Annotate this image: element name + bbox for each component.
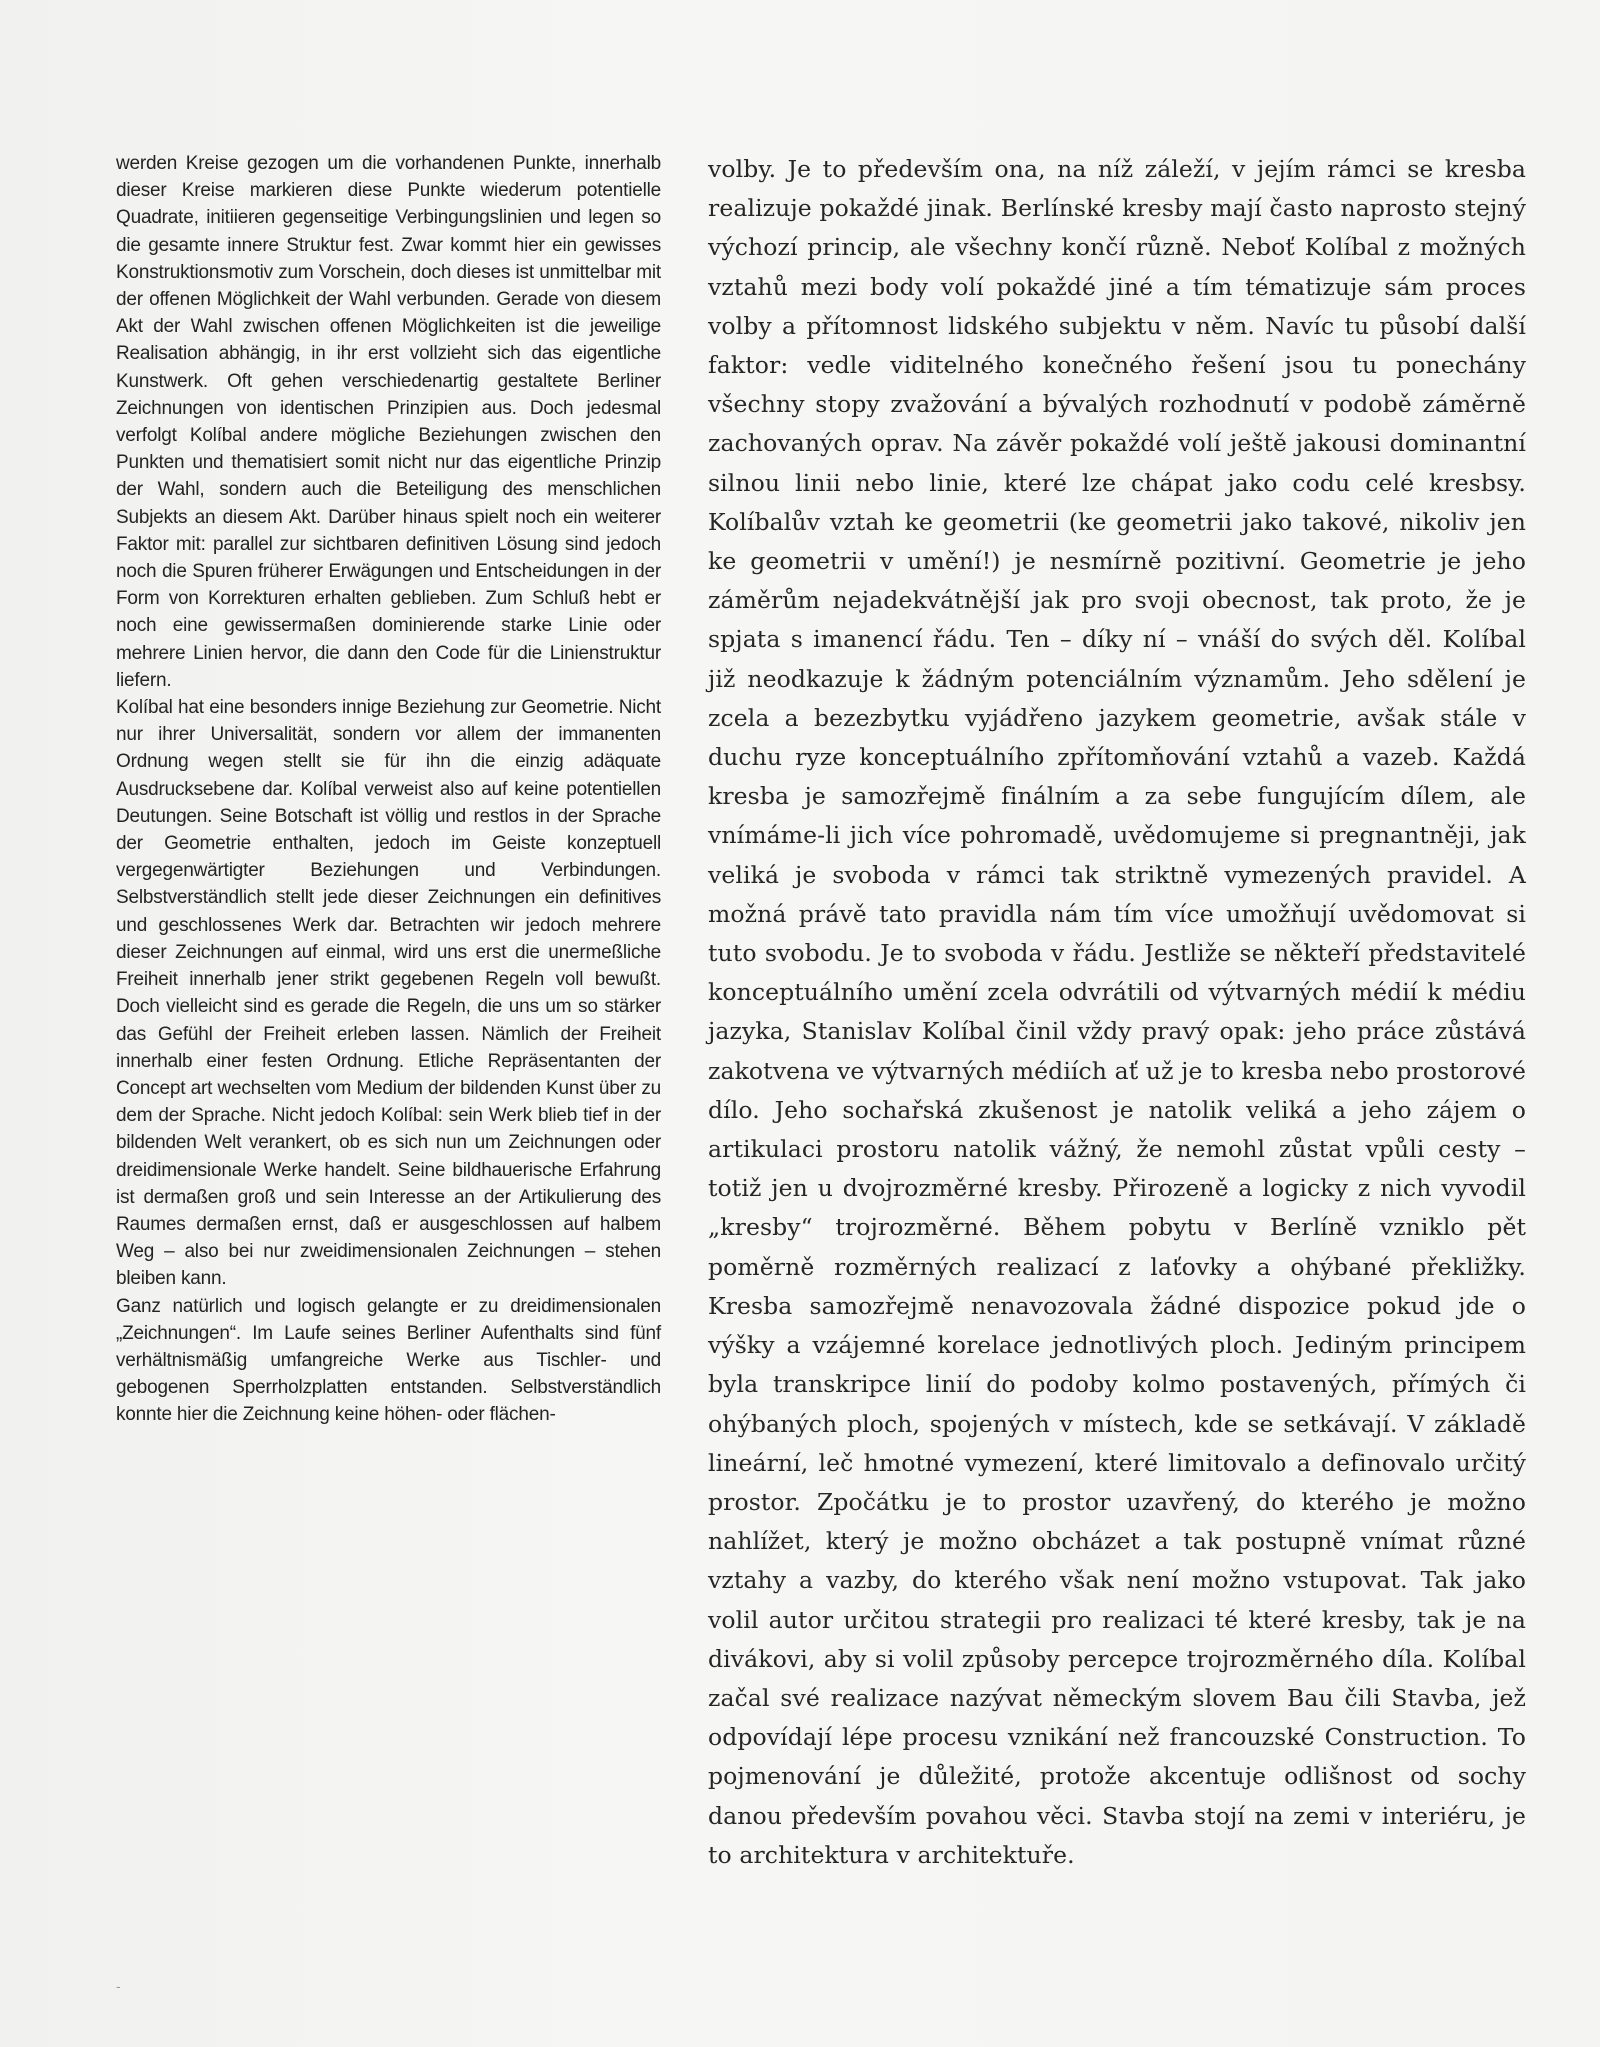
german-paragraph-3: Ganz natürlich und logisch gelangte er zu dreidimensionalen „Zeichnungen“. Im Laufe seines Berliner Aufenthalts sind fünf verhältnismäßig umfangreiche Werke aus Tischler- und gebogenen Sperrholzplatten entstanden. Selbstverständlich konnte hier die Zeichnung keine höhen- oder flächen-: [116, 1295, 661, 1426]
german-text-column: [116, 150, 661, 1429]
czech-paragraph-1: volby. Je to především ona, na níž záleží, v jejím rámci se kresba realizuje pokaždé jinak. Berlínské kresby mají často naprosto stejný výchozí princip, ale všechny končí různě. Neboť Kolíbal z možných vztahů mezi body volí pokaždé jiné a tím tématizuje sám proces volby a přítomnost lidského subjektu v něm. Navíc tu působí další faktor: vedle viditelného konečného řešení jsou tu ponechány všechny stopy zvažování a bývalých rozhodnutí v podobě záměrně zachovaných oprav. Na závěr pokaždé volí ještě jakousi dominantní silnou linii nebo linie, které lze chápat jako codu celé kresbsy. Kolíbalův vztah ke geometrii (ke geometrii jako takové, nikoliv jen ke geometrii v umění!) je nesmírně pozitivní. Geometrie je jeho záměrům nejadekvátnější jak pro svoji obecnost, tak proto, že je spjata s imanencí řádu. Ten – díky ní – vnáší do svých děl. Kolíbal již neodkazuje k žádným potenciálním významům. Jeho sdělení je zcela a bezezbytku vyjádřeno jazykem geometrie, avšak stále v duchu ryze konceptuálního zpřítomňování vztahů a vazeb. Každá kresba je samozřejmě finálním a za sebe fungujícím dílem, ale vnímáme-li jich více pohromadě, uvědomujeme si pregnantněji, jak veliká je svoboda v rámci tak striktně vymezených pravidel. A možná právě tato pravidla nám tím více umožňují uvědomovat si tuto svobodu. Je to svoboda v řádu. Jestliže se někteří představitelé konceptuálního umění zcela odvrátili od výtvarných médií k médiu jazyka, Stanislav Kolíbal činil vždy pravý opak: jeho práce zůstává zakotvena ve výtvarných médiích ať už je to kresba nebo prostorové dílo. Jeho sochařská zkušenost je natolik veliká a jeho zájem o artikulaci prostoru natolik vážný, že nemohl zůstat vpůli cesty – totiž jen u dvojrozměrné kresby. Přirozeně a logicky z nich vyvodil „kresby“ trojrozměrné. Během pobytu v Berlíně vzniklo pět poměrně rozměrných realizací z laťovky a ohýbané překližky. Kresba samozřejmě nenavozovala žádné dispozice pokud jde o výšky a vzájemné korelace jednotlivých ploch. Jediným principem byla transkripce linií do podoby kolmo postavených, přímých či ohýbaných ploch, spojených v místech, kde se setkávají. V základě lineární, leč hmotné vymezení, které limitovalo a definovalo určitý prostor. Zpočátku je to prostor uzavřený, do kterého je možno nahlížet, který je možno obcházet a tak postupně vnímat různé vztahy a vazby, do kterého však není možno vstupovat. Tak jako volil autor určitou strategii pro realizaci té které kresby, tak je na divákovi, aby si volil způsoby percepce trojrozměrného díla. Kolíbal začal své realizace nazývat německým slovem Bau čili Stavba, jež odpovídají lépe procesu vznikání než francouzské Construction. To pojmenování je důležité, protože akcentuje odlišnost od sochy danou především povahou věci. Stavba stojí na zemi v interiéru, je to architektura v architektuře.: [708, 155, 1526, 1869]
czech-text-column: [708, 150, 1526, 1875]
german-paragraph-1: werden Kreise gezogen um die vorhandenen Punkte, innerhalb dieser Kreise markieren diese Punkte wiederum potentielle Quadrate, initiieren gegenseitige Verbingungslinien und legen so die gesamte innere Struktur fest. Zwar kommt hier ein gewisses Konstruktionsmotiv zum Vorschein, doch dieses ist unmittelbar mit der offenen Möglichkeit der Wahl verbunden. Gerade von diesem Akt der Wahl zwischen offenen Möglichkeiten ist die jeweilige Realisation abhängig, in ihr erst vollzieht sich das eigentliche Kunstwerk. Oft gehen verschiedenartig gestaltete Berliner Zeichnungen von identischen Prinzipien aus. Doch jedesmal verfolgt Kolíbal andere mögliche Beziehungen zwischen den Punkten und thematisiert somit nicht nur das eigentliche Prinzip der Wahl, sondern auch die Beteiligung des menschlichen Subjekts an diesem Akt. Darüber hinaus spielt noch ein weiterer Faktor mit: parallel zur sichtbaren definitiven Lösung sind jedoch noch die Spuren früherer Erwägungen und Entscheidungen in der Form von Korrekturen erhalten geblieben. Zum Schluß hebt er noch eine gewissermaßen dominierende starke Linie oder mehrere Linien hervor, die dann den Code für die Linienstruktur liefern.: [116, 153, 661, 691]
footer-mark: -: [116, 1978, 121, 1994]
german-paragraph-2: Kolíbal hat eine besonders innige Beziehung zur Geometrie. Nicht nur ihrer Universalität, sondern vor allem der immanenten Ordnung wegen stellt sie für ihn die einzig adäquate Ausdrucksebene dar. Kolíbal verweist also auf keine potentiellen Deutungen. Seine Botschaft ist völlig und restlos in der Sprache der Geometrie enthalten, jedoch im Geiste konzeptuell vergegenwärtigter Beziehungen und Verbindungen. Selbstverständlich stellt jede dieser Zeichnungen ein definitives und geschlossenes Werk dar. Betrachten wir jedoch mehrere dieser Zeichnungen auf einmal, wird uns erst die unermeßliche Freiheit innerhalb jener strikt gegebenen Regeln voll bewußt. Doch vielleicht sind es gerade die Regeln, die uns um so stärker das Gefühl der Freiheit erleben lassen. Nämlich der Freiheit innerhalb einer festen Ordnung. Etliche Repräsentanten der Concept art wechselten vom Medium der bildenden Kunst über zu dem der Sprache. Nicht jedoch Kolíbal: sein Werk blieb tief in der bildenden Welt verankert, ob es sich nun um Zeichnungen oder dreidimensionale Werke handelt. Seine bildhauerische Erfahrung ist dermaßen groß und sein Interesse an der Artikulierung des Raumes dermaßen ernst, daß er ausgeschlossen auf halbem Weg – also bei nur zweidimensionalen Zeichnungen – stehen bleiben kann.: [116, 697, 661, 1290]
